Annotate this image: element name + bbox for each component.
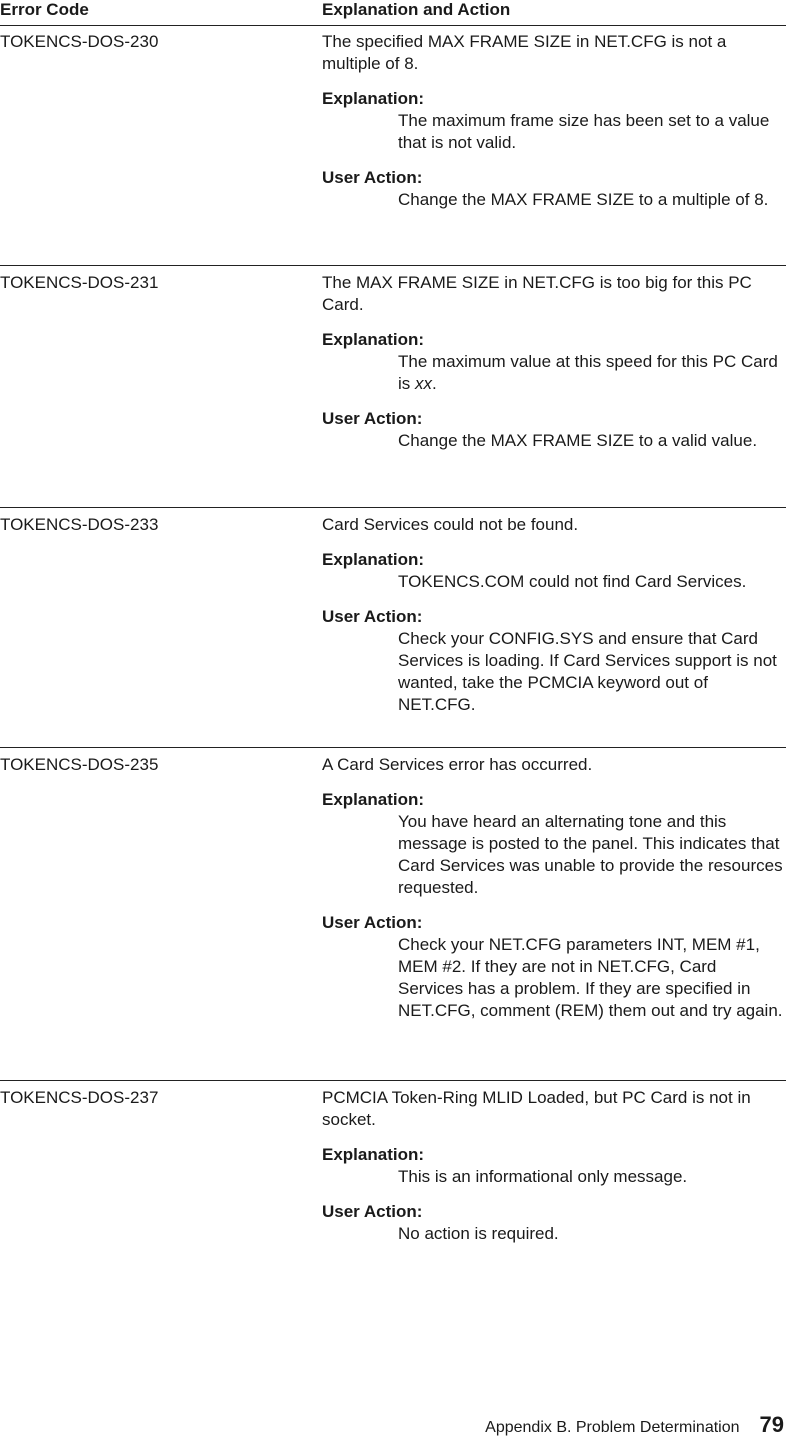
column-header-explanation-and-action: Explanation and Action [322,0,511,19]
entry-body [322,754,786,1022]
user-action-label: User Action: [322,1202,423,1221]
explanation-label: Explanation: [322,89,425,108]
explanation-label: Explanation: [322,790,425,809]
error-code: TOKENCS-DOS-231 [0,273,159,292]
error-entry-233 [0,507,786,714]
error-message: PCMCIA Token-Ring MLID Loaded, but PC Card is not in socket. [322,1088,751,1129]
footer-section-title: Appendix B. Problem Determination [485,1419,740,1436]
error-code: TOKENCS-DOS-237 [0,1088,159,1107]
entry-body [322,514,786,716]
user-action-label: User Action: [322,913,423,932]
user-action-text: Change the MAX FRAME SIZE to a valid value. [398,431,758,450]
explanation-label: Explanation: [322,550,425,569]
entry-body [322,31,786,211]
user-action-label: User Action: [322,607,423,626]
user-action-label: User Action: [322,409,423,428]
user-action-text: Check your NET.CFG parameters INT, MEM #1, MEM #2. If they are not in NET.CFG, Card Services has a problem. If they are specified in NET.CFG, comment (REM) them out and try again. [398,935,783,1020]
explanation-text: This is an informational only message. [398,1167,688,1186]
explanation-text-suffix: . [432,374,437,393]
error-code: TOKENCS-DOS-235 [0,755,159,774]
error-message: The MAX FRAME SIZE in NET.CFG is too big for this PC Card. [322,273,752,314]
explanation-text: The maximum frame size has been set to a value that is not valid. [398,111,770,152]
explanation-text-prefix: The maximum value at this speed for this PC Card is [398,352,778,393]
user-action-text: No action is required. [398,1224,559,1243]
entry-body [322,1087,786,1245]
error-message: A Card Services error has occurred. [322,755,593,774]
user-action-text: Change the MAX FRAME SIZE to a multiple of 8. [398,190,769,209]
entry-body [322,272,786,452]
error-message: Card Services could not be found. [322,515,579,534]
explanation-text [398,351,786,395]
page-footer [485,1412,784,1438]
table-header [0,0,786,26]
error-entry-231 [0,265,786,450]
explanation-text: You have heard an alternating tone and this message is posted to the panel. This indicates that Card Services was unable to provide the resources requested. [398,812,783,897]
explanation-label: Explanation: [322,330,425,349]
error-entry-237 [0,1080,786,1243]
placeholder-variable: xx [415,374,432,393]
error-code: TOKENCS-DOS-230 [0,32,159,51]
page-number: 79 [759,1412,784,1437]
error-entry-235 [0,747,786,1020]
error-message: The specified MAX FRAME SIZE in NET.CFG is not a multiple of 8. [322,32,727,73]
column-header-error-code: Error Code [0,0,89,19]
user-action-label: User Action: [322,168,423,187]
explanation-text: TOKENCS.COM could not find Card Services. [398,572,747,591]
user-action-text: Check your CONFIG.SYS and ensure that Card Services is loading. If Card Services support is not wanted, take the PCMCIA keyword out of NET.CFG. [398,629,777,714]
explanation-label: Explanation: [322,1145,425,1164]
error-code: TOKENCS-DOS-233 [0,515,159,534]
